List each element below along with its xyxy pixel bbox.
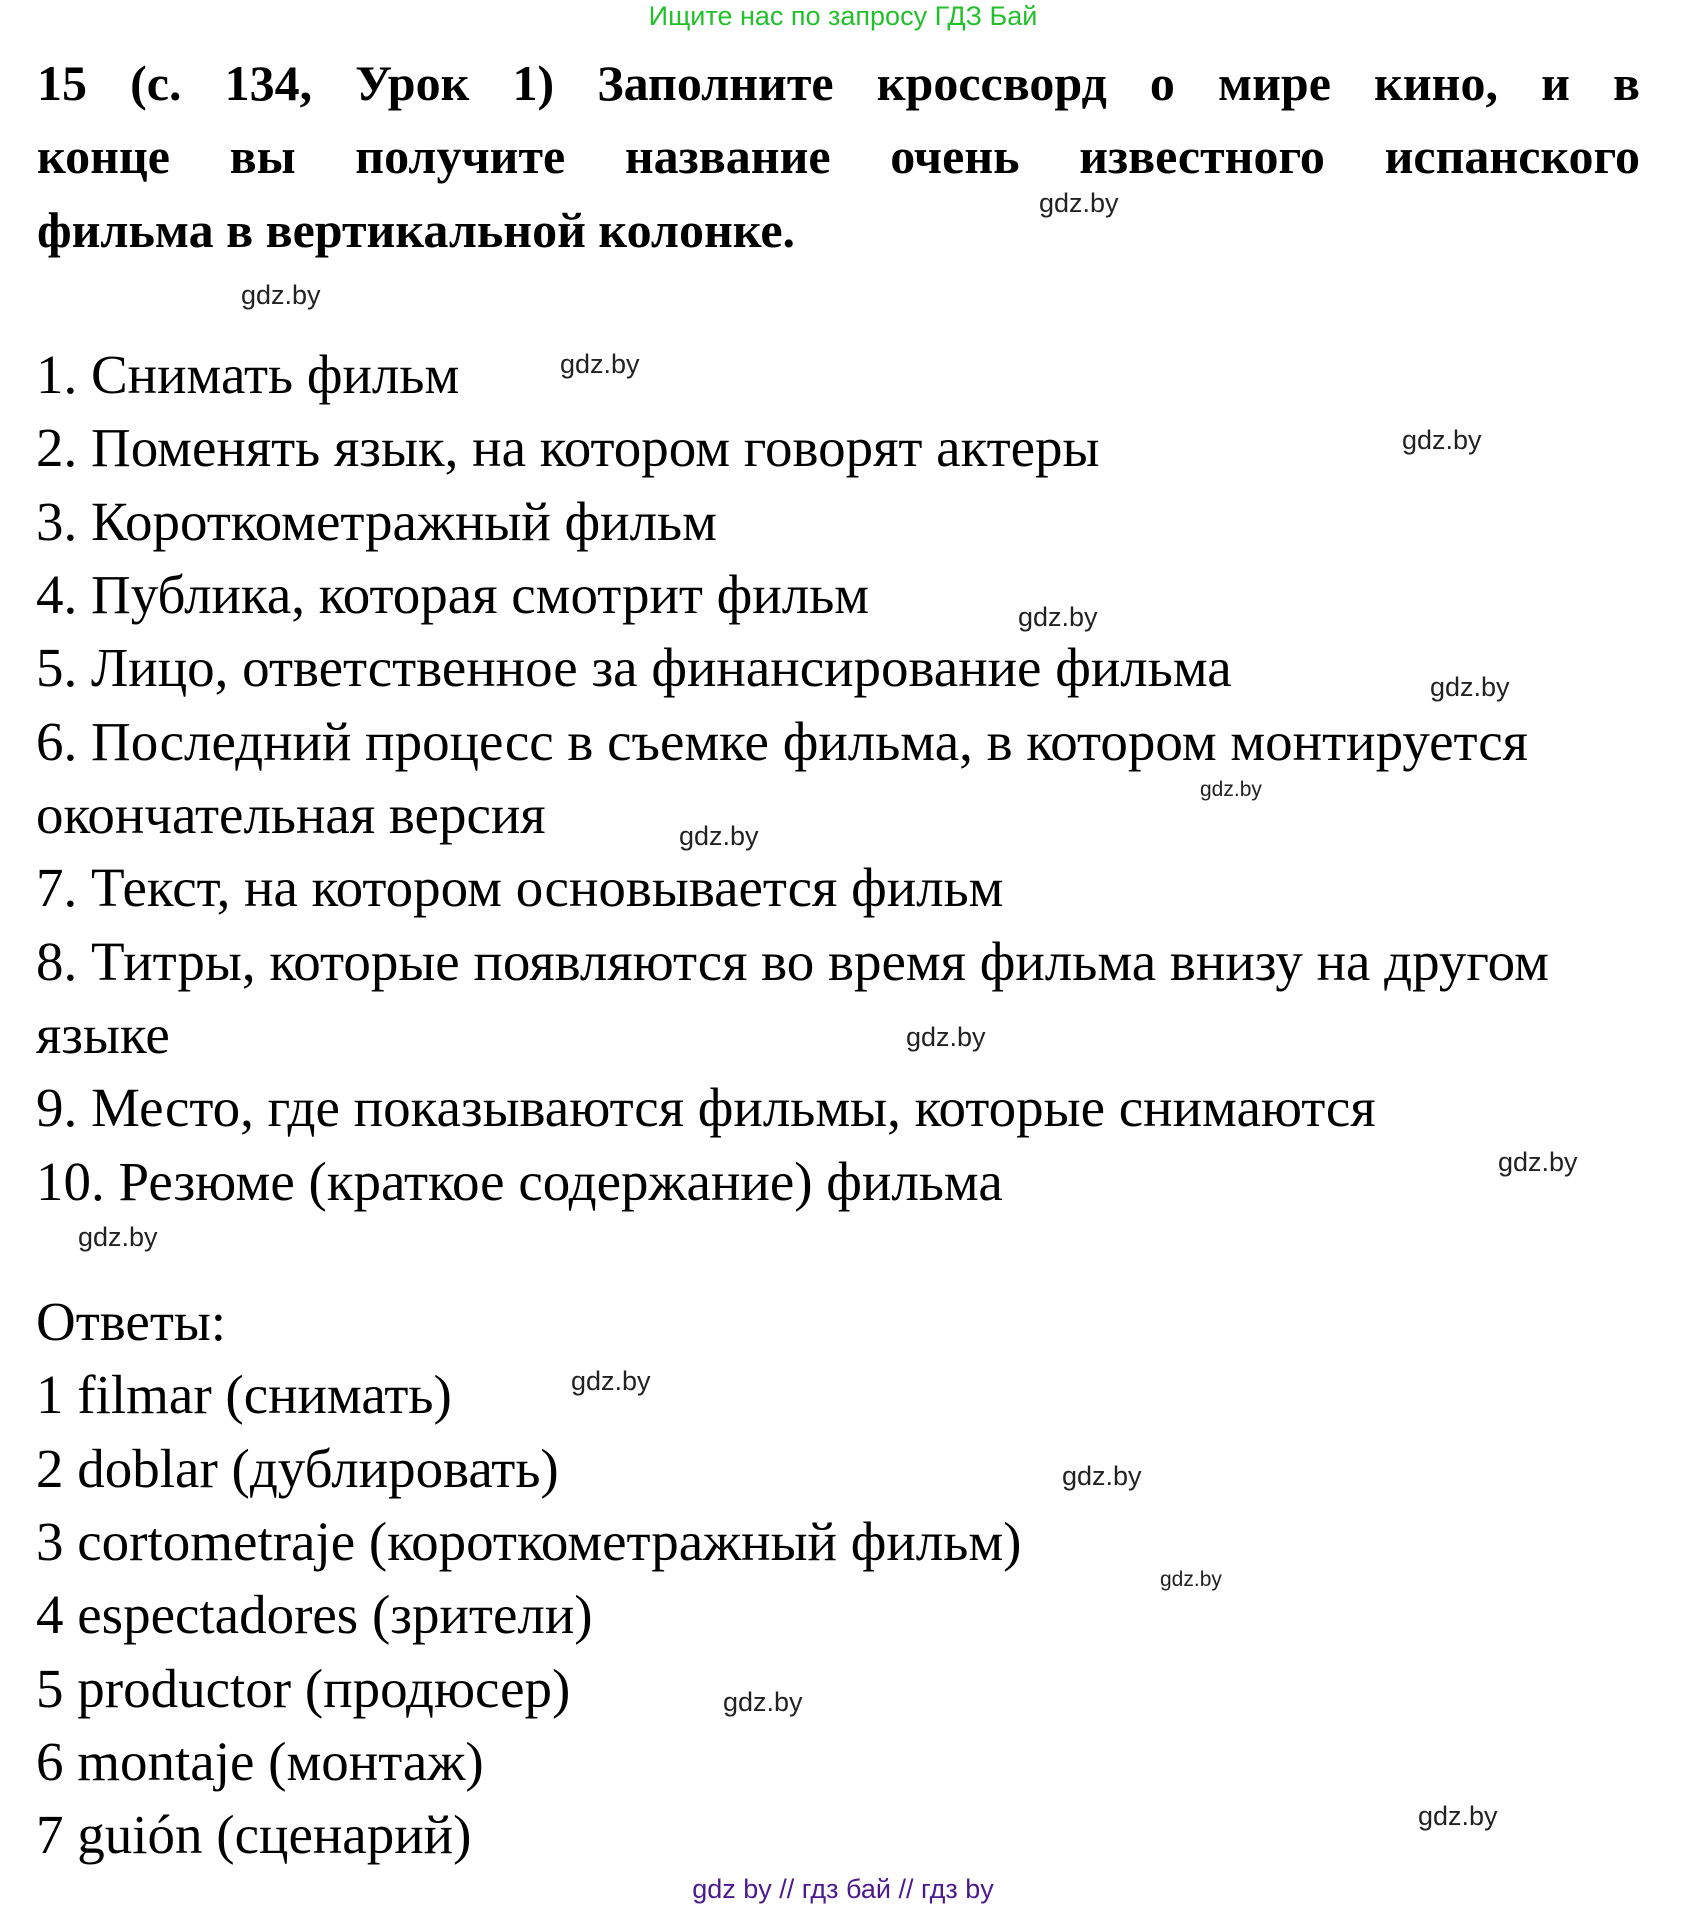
clue-item: 8. Титры, которые появляются во время фильма внизу на другом [36, 931, 1549, 992]
clue-item: 2. Поменять язык, на котором говорят актеры [36, 417, 1100, 478]
answer-item: 6 montaje (монтаж) [36, 1731, 484, 1792]
watermark: gdz.by [1418, 1801, 1498, 1831]
clue-item: языке [36, 1004, 170, 1065]
answer-item: 3 cortometraje (короткометражный фильм) [36, 1511, 1022, 1572]
watermark: gdz.by [679, 821, 759, 851]
watermark: gdz.by [906, 1022, 986, 1052]
watermark: gdz.by [1200, 778, 1262, 801]
answer-item: 5 productor (продюсер) [36, 1658, 571, 1719]
answer-item: 2 doblar (дублировать) [36, 1438, 559, 1499]
clue-item: 6. Последний процесс в съемке фильма, в котором монтируется [36, 711, 1528, 772]
clue-item: 9. Место, где показываются фильмы, которые снимаются [36, 1077, 1376, 1138]
search-banner[interactable]: Ищите нас по запросу ГДЗ Бай [648, 1, 1038, 31]
watermark: gdz.by [241, 280, 321, 310]
task-heading-line: фильма в вертикальной колонке. [37, 202, 796, 258]
task-heading-line: 15 (с. 134, Урок 1) Заполните кроссворд о мире кино, и в [37, 55, 1640, 111]
footer-links[interactable]: gdz by // гдз бай // гдз by [692, 1874, 994, 1904]
answer-item: 7 guión (сценарий) [36, 1804, 472, 1865]
clue-item: 10. Резюме (краткое содержание) фильма [36, 1151, 1003, 1212]
clue-item: 3. Короткометражный фильм [36, 491, 717, 552]
watermark: gdz.by [723, 1687, 803, 1717]
watermark: gdz.by [560, 349, 640, 379]
watermark: gdz.by [1402, 425, 1482, 455]
answer-item: 4 espectadores (зрители) [36, 1584, 593, 1645]
watermark: gdz.by [78, 1222, 158, 1252]
watermark: gdz.by [1160, 1568, 1222, 1591]
answers-title: Ответы: [36, 1291, 227, 1352]
clue-item: 7. Текст, на котором основывается фильм [36, 857, 1004, 918]
clue-item: 1. Снимать фильм [36, 344, 460, 405]
watermark: gdz.by [1039, 188, 1119, 218]
clue-item: 5. Лицо, ответственное за финансирование фильма [36, 637, 1232, 698]
watermark: gdz.by [1430, 672, 1510, 702]
watermark: gdz.by [1062, 1461, 1142, 1491]
watermark: gdz.by [1498, 1147, 1578, 1177]
clue-item: окончательная версия [36, 784, 546, 845]
task-heading-line: конце вы получите название очень известного испанского [37, 128, 1640, 184]
clue-item: 4. Публика, которая смотрит фильм [36, 564, 870, 625]
answer-item: 1 filmar (снимать) [36, 1364, 452, 1425]
watermark: gdz.by [571, 1366, 651, 1396]
watermark: gdz.by [1018, 602, 1098, 632]
